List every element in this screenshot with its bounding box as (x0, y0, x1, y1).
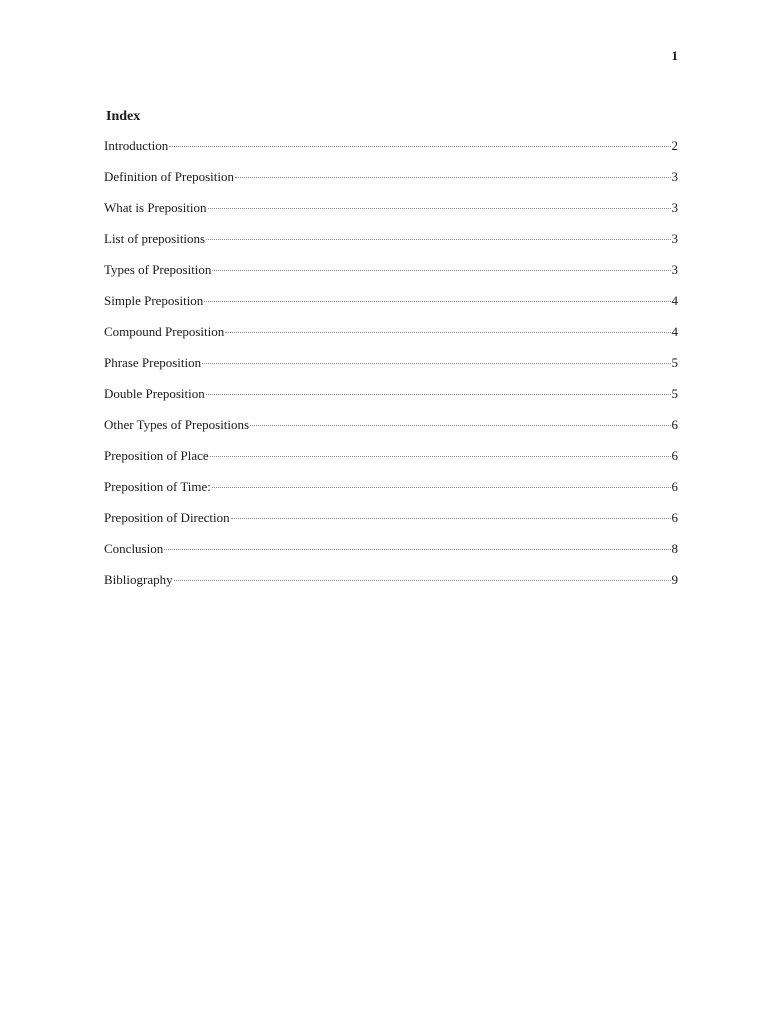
toc-entry-page: 4 (671, 324, 678, 339)
toc-entry-page: 8 (671, 541, 678, 556)
toc-entry-page: 3 (671, 169, 678, 184)
toc-entry-label: Simple Preposition (104, 293, 204, 308)
toc-entry-page: 5 (671, 355, 678, 370)
toc-entry-page: 3 (671, 262, 678, 277)
table-of-contents (104, 137, 678, 602)
dot-leader (231, 517, 671, 519)
toc-entry-preposition-of-time[interactable] (104, 478, 678, 509)
toc-entry-types-of-preposition[interactable] (104, 261, 678, 292)
toc-entry-label: Bibliography (104, 572, 173, 587)
dot-leader (206, 393, 671, 395)
toc-entry-definition-of-preposition[interactable] (104, 168, 678, 199)
toc-entry-label: Phrase Preposition (104, 355, 202, 370)
dot-leader (235, 176, 671, 178)
toc-entry-page: 3 (671, 200, 678, 215)
dot-leader (210, 455, 671, 457)
toc-entry-label: Types of Preposition (104, 262, 212, 277)
toc-entry-page: 6 (671, 479, 678, 494)
toc-entry-label: Preposition of Place (104, 448, 209, 463)
toc-entry-label: Preposition of Time: (104, 479, 211, 494)
toc-entry-introduction[interactable] (104, 137, 678, 168)
toc-entry-page: 6 (671, 510, 678, 525)
toc-entry-preposition-of-direction[interactable] (104, 509, 678, 540)
toc-entry-other-types-of-prepositions[interactable] (104, 416, 678, 447)
toc-entry-list-of-prepositions[interactable] (104, 230, 678, 261)
toc-entry-page: 4 (671, 293, 678, 308)
toc-entry-page: 9 (671, 572, 678, 587)
dot-leader (164, 548, 670, 550)
dot-leader (212, 486, 671, 488)
dot-leader (206, 238, 670, 240)
index-title: Index (106, 109, 141, 124)
toc-entry-double-preposition[interactable] (104, 385, 678, 416)
toc-entry-label: Preposition of Direction (104, 510, 230, 525)
page-number: 1 (671, 48, 678, 63)
toc-entry-label: Definition of Preposition (104, 169, 234, 184)
dot-leader (174, 579, 671, 581)
dot-leader (250, 424, 670, 426)
toc-entry-page: 3 (671, 231, 678, 246)
toc-entry-label: List of prepositions (104, 231, 206, 246)
dot-leader (225, 331, 670, 333)
dot-leader (169, 145, 670, 147)
toc-entry-what-is-preposition[interactable] (104, 199, 678, 230)
toc-entry-label: Conclusion (104, 541, 164, 556)
toc-entry-page: 2 (671, 138, 678, 153)
toc-entry-conclusion[interactable] (104, 540, 678, 571)
toc-entry-preposition-of-place[interactable] (104, 447, 678, 478)
dot-leader (208, 207, 671, 209)
toc-entry-page: 5 (671, 386, 678, 401)
toc-entry-label: Introduction (104, 138, 169, 153)
toc-entry-page: 6 (671, 417, 678, 432)
toc-entry-label: Double Preposition (104, 386, 205, 401)
toc-entry-simple-preposition[interactable] (104, 292, 678, 323)
dot-leader (204, 300, 670, 302)
dot-leader (202, 362, 670, 364)
toc-entry-label: Other Types of Prepositions (104, 417, 250, 432)
toc-entry-compound-preposition[interactable] (104, 323, 678, 354)
toc-entry-label: What is Preposition (104, 200, 207, 215)
dot-leader (212, 269, 670, 271)
toc-entry-bibliography[interactable] (104, 571, 678, 602)
toc-entry-page: 6 (671, 448, 678, 463)
toc-entry-phrase-preposition[interactable] (104, 354, 678, 385)
toc-entry-label: Compound Preposition (104, 324, 225, 339)
